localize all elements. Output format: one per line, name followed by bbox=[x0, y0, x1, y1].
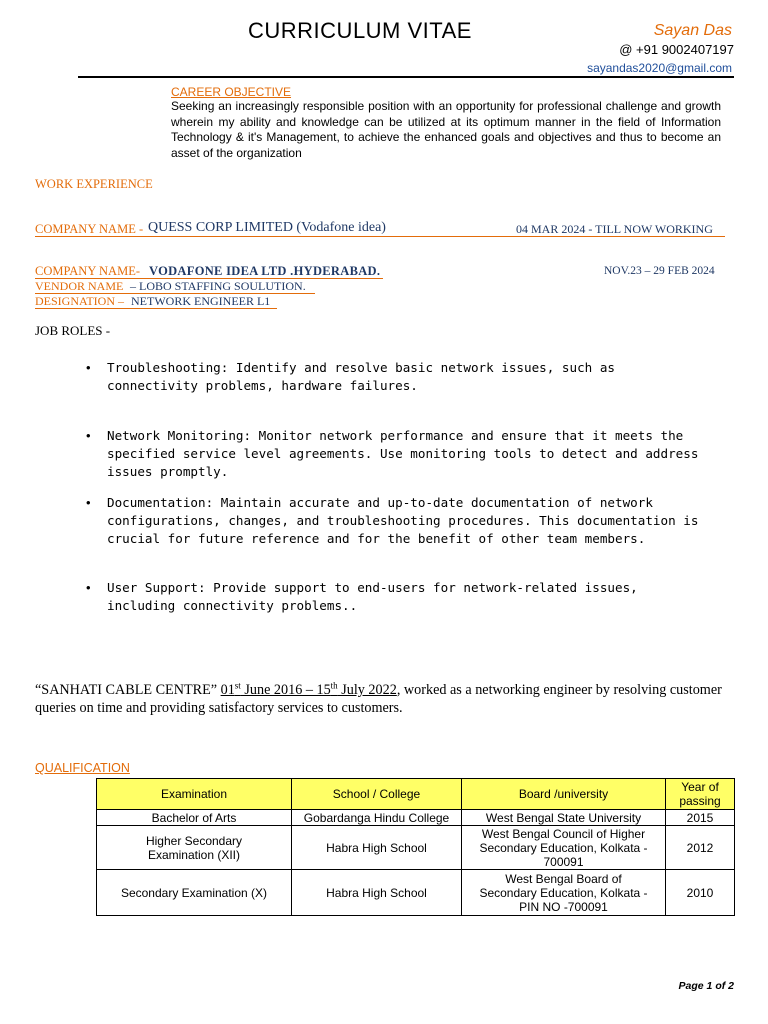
company1-name: QUESS CORP LIMITED (Vodafone idea) bbox=[148, 220, 386, 235]
table-cell: Bachelor of Arts bbox=[97, 810, 292, 826]
column-header: Examination bbox=[97, 779, 292, 810]
bullet-dot: • bbox=[86, 428, 91, 443]
header-divider bbox=[78, 76, 734, 78]
phone-number: @ +91 9002407197 bbox=[619, 42, 734, 57]
company2-dates: NOV.23 – 29 FEB 2024 bbox=[604, 265, 715, 277]
table-cell: West Bengal State University bbox=[462, 810, 666, 826]
sanhati-duration: 01st June 2016 – 15th July 2022 bbox=[220, 680, 397, 698]
company1-underline bbox=[35, 236, 725, 237]
bullet-dot: • bbox=[86, 580, 91, 595]
table-cell: Gobardanga Hindu College bbox=[292, 810, 462, 826]
job-role-item: User Support: Provide support to end-users for network-related issues, including connectivity problems.. bbox=[107, 580, 638, 613]
table-cell: 2010 bbox=[666, 870, 735, 916]
job-role-item: Network Monitoring: Monitor network performance and ensure that it meets the specified service level agreements. Use monitoring tools to detect and address issues promptly. bbox=[107, 428, 699, 479]
company1-dates: 04 MAR 2024 - TILL NOW WORKING bbox=[516, 222, 713, 236]
vendor-value: – LOBO STAFFING SOULUTION. bbox=[130, 279, 306, 293]
designation-label: DESIGNATION – bbox=[35, 294, 124, 308]
document-title: CURRICULUM VITAE bbox=[248, 18, 472, 43]
work-experience-heading: WORK EXPERIENCE bbox=[35, 177, 153, 191]
bullet-dot: • bbox=[86, 495, 91, 510]
table-cell: West Bengal Board of Secondary Education, Kolkata - PIN NO -700091 bbox=[462, 870, 666, 916]
table-cell: Secondary Examination (X) bbox=[97, 870, 292, 916]
table-cell: Higher Secondary Examination (XII) bbox=[97, 826, 292, 870]
company2-name: VODAFONE IDEA LTD .HYDERABAD. bbox=[149, 264, 381, 278]
page-number: Page 1 of 2 bbox=[678, 980, 734, 992]
designation-underline bbox=[35, 308, 277, 309]
table-cell: 2015 bbox=[666, 810, 735, 826]
vendor-label: VENDOR NAME bbox=[35, 279, 124, 293]
job-role-item: Documentation: Maintain accurate and up-to-date documentation of network configurations, changes, and troubleshooting procedures. This documentation is crucial for future reference and for the benefit of other team members. bbox=[107, 495, 699, 546]
column-header: Year of passing bbox=[666, 779, 735, 810]
table-row bbox=[97, 826, 735, 870]
candidate-name: Sayan Das bbox=[653, 22, 732, 39]
job-role-item: Troubleshooting: Identify and resolve basic network issues, such as connectivity problems, hardware failures. bbox=[107, 360, 615, 393]
table-row bbox=[97, 870, 735, 916]
table-cell: Habra High School bbox=[292, 826, 462, 870]
column-header: School / College bbox=[292, 779, 462, 810]
company1-label: COMPANY NAME - bbox=[35, 222, 144, 236]
career-objective-text: Seeking an increasingly responsible position with an opportunity for professional challenge and growth wherein my ability and knowledge can be utilized at its optimum manner in the field of Information Technology & it's Management, to achieve the enhanced goals and objectives and thus to become an asset of the organization bbox=[171, 99, 721, 160]
table-header-row bbox=[97, 779, 735, 810]
sanhati-experience-paragraph bbox=[35, 681, 735, 717]
bullet-dot: • bbox=[86, 360, 91, 375]
qualification-heading: QUALIFICATION bbox=[35, 761, 130, 775]
email-address[interactable]: sayandas2020@gmail.com bbox=[587, 61, 732, 75]
career-objective-heading: CAREER OBJECTIVE bbox=[171, 85, 292, 99]
table-cell: 2012 bbox=[666, 826, 735, 870]
job-roles-heading: JOB ROLES - bbox=[35, 323, 111, 338]
sanhati-description: , worked as a networking engineer by resolving customer queries on time and providing satisfactory services to customers. bbox=[35, 682, 722, 716]
table-cell: Habra High School bbox=[292, 870, 462, 916]
column-header: Board /university bbox=[462, 779, 666, 810]
sanhati-company: “SANHATI CABLE CENTRE” bbox=[35, 682, 218, 698]
table-row bbox=[97, 810, 735, 826]
company2-label: COMPANY NAME- bbox=[35, 264, 140, 278]
designation-value: NETWORK ENGINEER L1 bbox=[131, 294, 271, 308]
table-cell: West Bengal Council of Higher Secondary Education, Kolkata - 700091 bbox=[462, 826, 666, 870]
qualification-table bbox=[96, 778, 735, 916]
